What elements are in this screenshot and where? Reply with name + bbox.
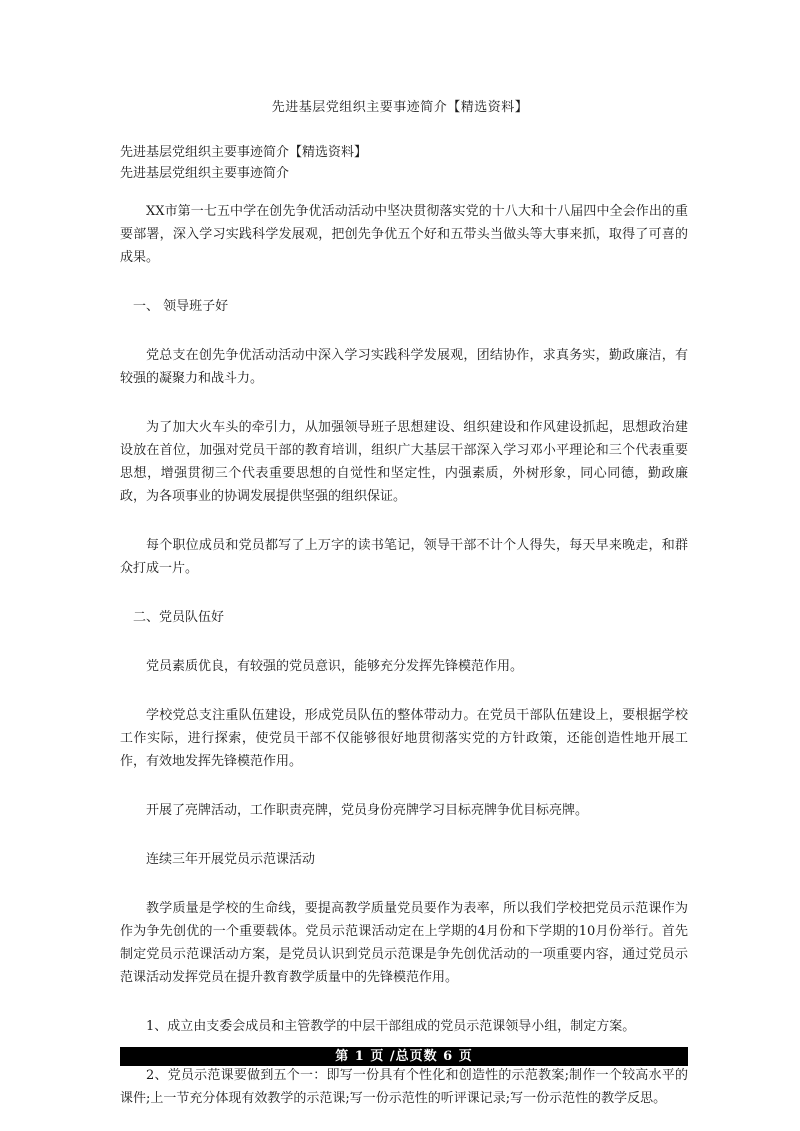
paragraph: 党员素质优良，有较强的党员意识，能够充分发挥先锋模范作用。 <box>146 659 524 674</box>
paragraph: XX市第一七五中学在创先争优活动活动中坚决贯彻落实党的十八大和十八届四中全会作出的重要部署，深入学习实践科学发展观，把创先争优五个好和五带头当做头等大事来抓，取得了可喜的成果。 <box>120 204 688 265</box>
section-heading: 一、 领导班子好 <box>133 299 229 314</box>
paragraph: 党总支在创先争优活动活动中深入学习实践科学发展观，团结协作，求真务实，勤政廉洁，有较强的凝聚力和战斗力。 <box>120 348 688 386</box>
document-title: 先进基层党组织主要事迹简介【精选资料】 <box>271 100 529 115</box>
paragraph: 为了加大火车头的牵引力，从加强领导班子思想建设、组织建设和作风建设抓起，思想政治建设放在首位，加强对党员干部的教育培训，组织广大基层干部深入学习邓小平理论和三个代表重要思想，增强贯彻三个代表重要思想的自觉性和坚定性，内强素质，外树形象，同心同德，勤政廉政，为各项事业的协调发展提供坚强的组织保证。 <box>120 420 688 504</box>
list-item: 1、成立由支委会成员和主管教学的中层干部组成的党员示范课领导小组，制定方案。 <box>146 1019 636 1034</box>
document-subtitle-secondary: 先进基层党组织主要事迹简介 <box>120 166 290 181</box>
section-heading: 连续三年开展党员示范课活动 <box>146 852 316 867</box>
page-footer: 第 1 页 /总页数 6 页 <box>120 1047 688 1066</box>
paragraph: 每个职位成员和党员都写了上万字的读书笔记，领导干部不计个人得失，每天早来晚走，和群众打成一片。 <box>120 538 688 576</box>
paragraph: 开展了亮牌活动，工作职责亮牌，党员身份亮牌学习目标亮牌争优目标亮牌。 <box>146 803 589 818</box>
paragraph: 学校党总支注重队伍建设，形成党员队伍的整体带动力。在党员干部队伍建设上，要根据学校工作实际，进行探索，使党员干部不仅能够很好地贯彻落实党的方针政策，还能创造性地开展工作，有效地发挥先锋模范作用。 <box>120 708 688 769</box>
list-item: 2、党员示范课要做到五个一：即写一份具有个性化和创造性的示范教案;制作一个较高水平的课件;上一节充分体现有效教学的示范课;写一份示范性的听评课记录;写一份示范性的教学反思。 <box>120 1068 688 1106</box>
document-body <box>120 200 688 1110</box>
document-subtitle: 先进基层党组织主要事迹简介【精选资料】 <box>120 145 368 160</box>
paragraph: 教学质量是学校的生命线，要提高教学质量党员要作为表率，所以我们学校把党员示范课作为作为争先创优的一个重要载体。党员示范课活动定在上学期的4月份和下学期的10月份举行。首先制定党员示范课活动方案，是党员认识到党员示范课是争先创优活动的一项重要内容，通过党员示范课活动发挥党员在提升教育教学质量中的先锋模范作用。 <box>120 901 688 985</box>
section-heading: 二、党员队伍好 <box>133 610 225 625</box>
